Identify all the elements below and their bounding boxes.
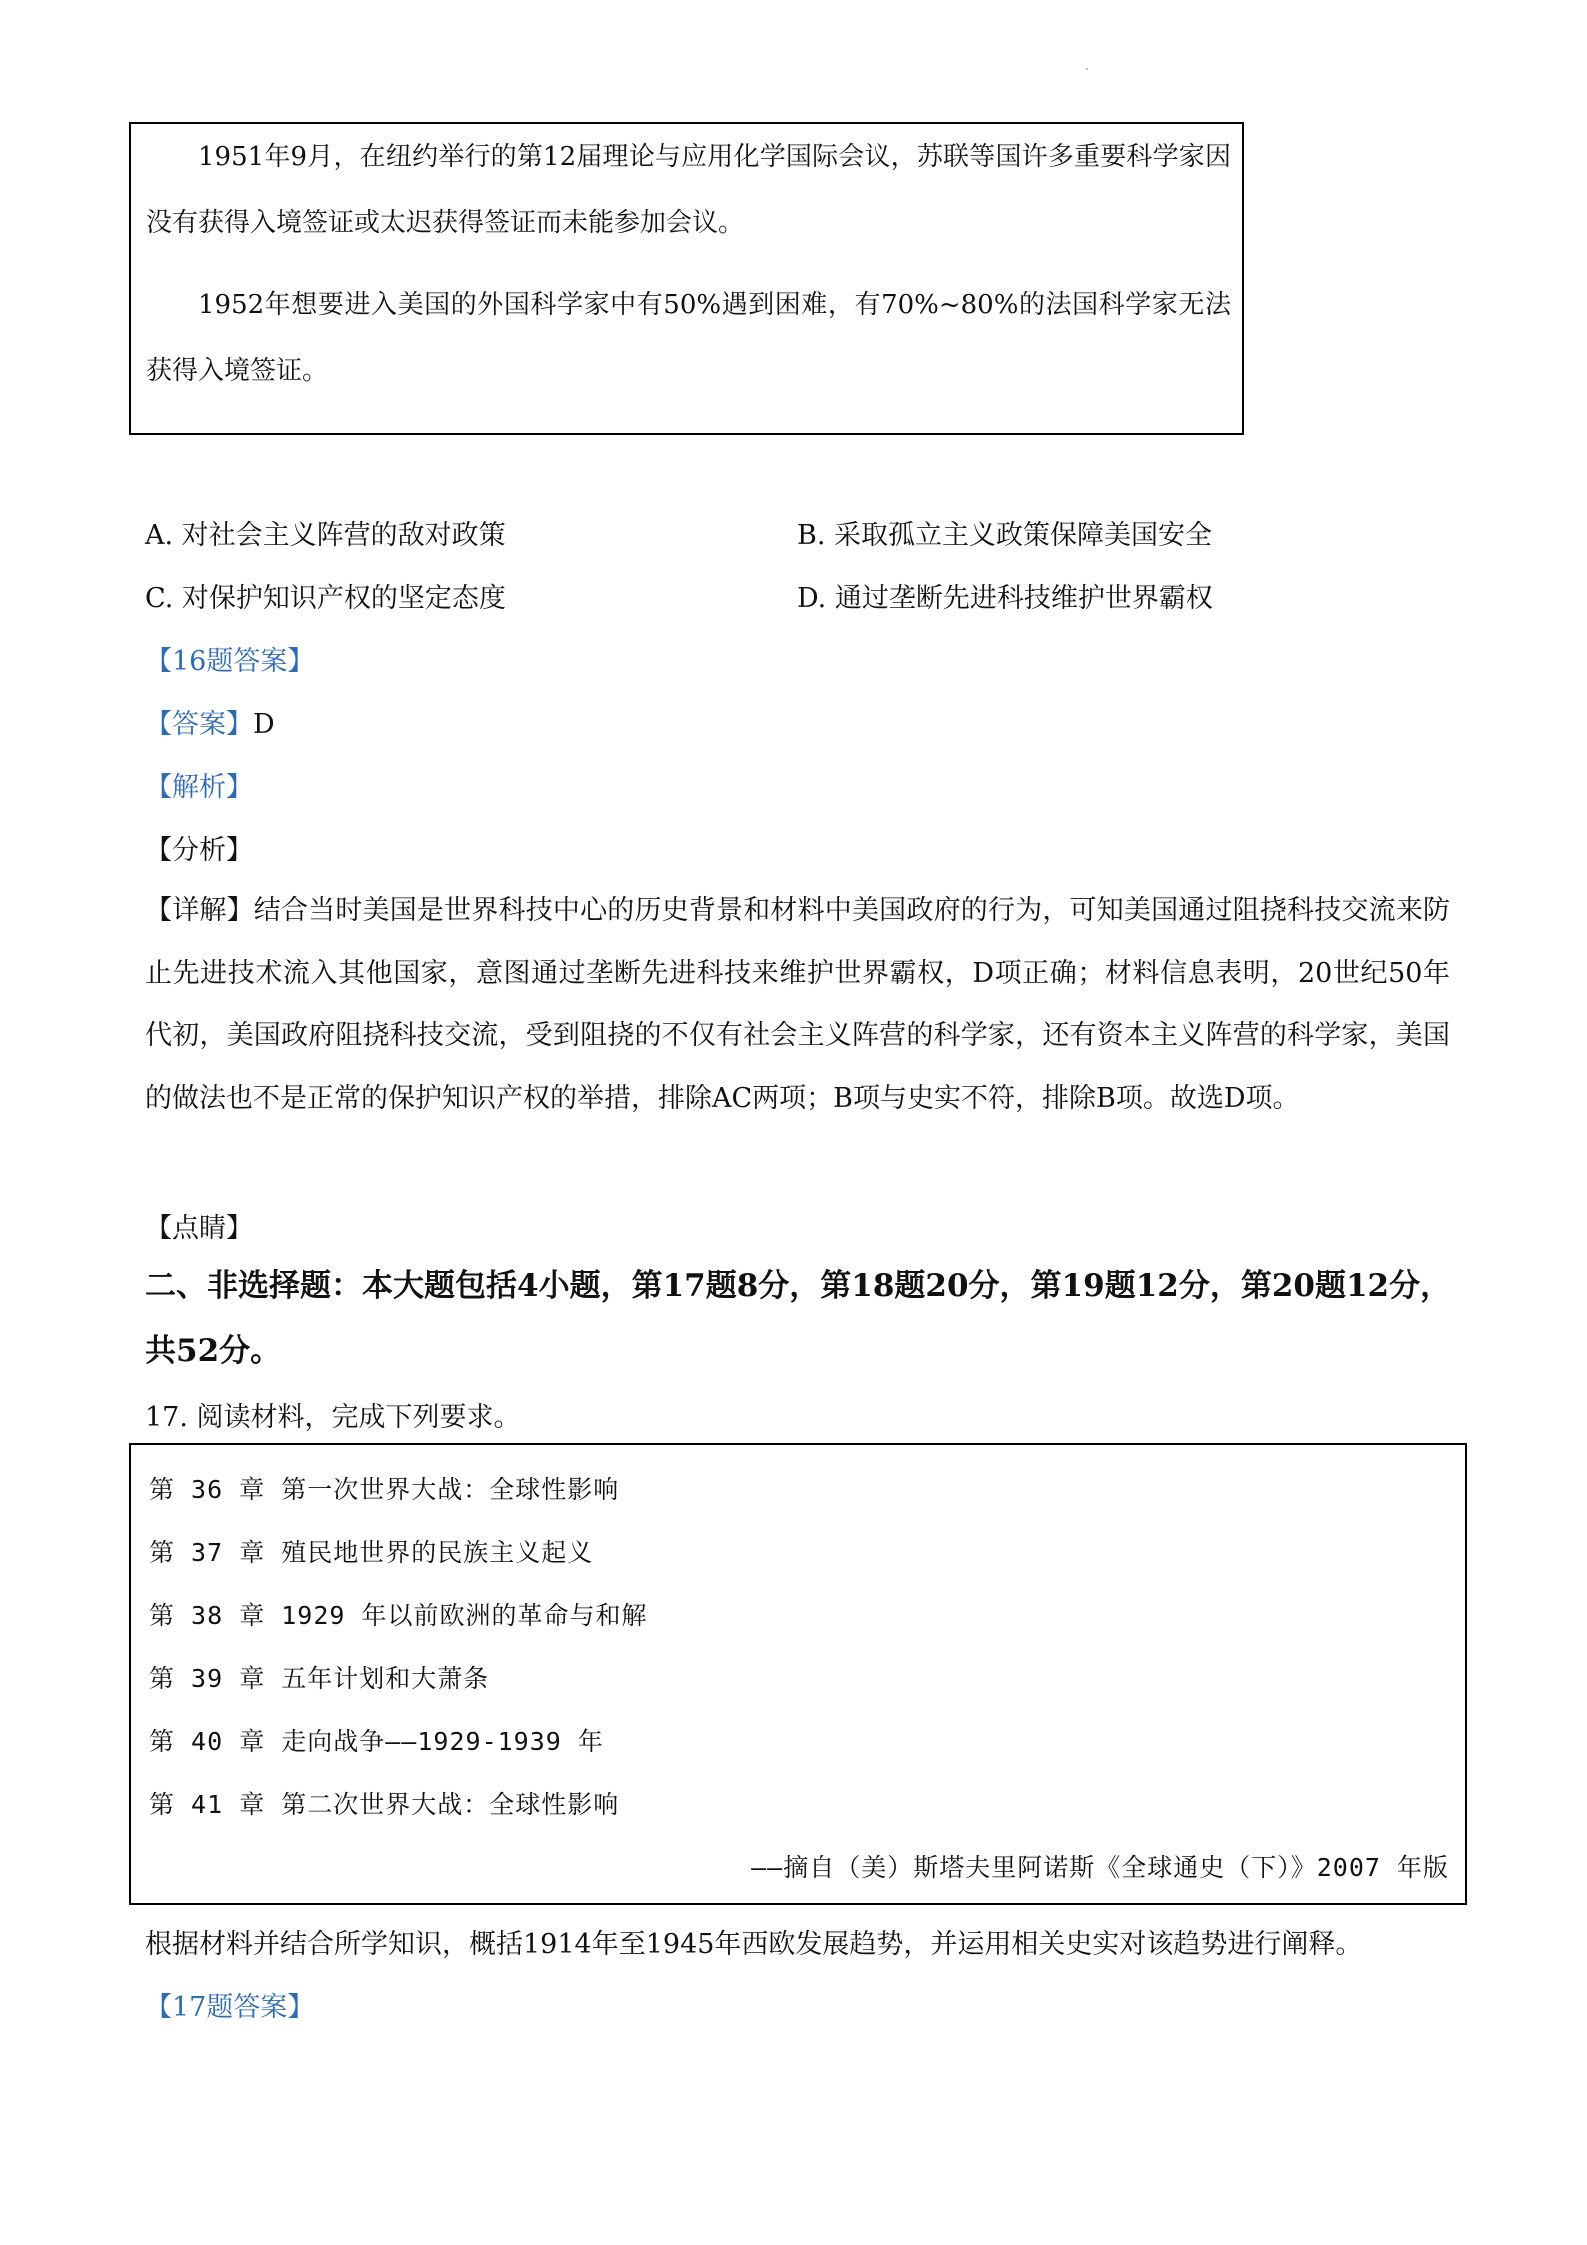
answer-header-17: 【17题答案】	[145, 1992, 315, 2023]
section-title: 二、非选择题：本大题包括4小题，第17题8分，第18题20分，第19题12分，第20题12分，共52分。	[145, 1268, 1452, 1369]
fenxi-label: 【分析】	[145, 835, 253, 866]
answer-header-16: 【16题答案】	[145, 646, 315, 677]
option-a: A. 对社会主义阵营的敌对政策	[145, 520, 506, 551]
material-box-17	[129, 1443, 1467, 1905]
material-box-16	[129, 122, 1244, 435]
chapter-40: 第 40 章 走向战争——1929-1939 年	[149, 1727, 604, 1756]
q17-prompt: 17. 阅读材料，完成下列要求。	[145, 1402, 521, 1433]
detail-label: 【详解】	[145, 895, 254, 926]
dianjing-label: 【点睛】	[145, 1213, 253, 1244]
q17-question: 根据材料并结合所学知识，概括1914年至1945年西欧发展趋势，并运用相关史实对该趋势进行阐释。	[145, 1929, 1363, 1960]
option-d: D. 通过垄断先进科技维护世界霸权	[797, 583, 1213, 614]
detail-text: 结合当时美国是世界科技中心的历史背景和材料中美国政府的行为，可知美国通过阻挠科技交流来防止先进技术流入其他国家，意图通过垄断先进科技来维护世界霸权，D项正确；材料信息表明，20世纪50年代初，美国政府阻挠科技交流，受到阻挠的不仅有社会主义阵营的科学家，还有资本主义阵营的科学家，美国的做法也不是正常的保护知识产权的举措，排除AC两项；B项与史实不符，排除B项。故选D项。	[145, 895, 1451, 1114]
chapter-41: 第 41 章 第二次世界大战：全球性影响	[149, 1790, 620, 1819]
answer-value: D	[253, 709, 275, 740]
scan-speck	[1086, 68, 1088, 70]
material-paragraph-1: 1951年9月，在纽约举行的第12届理论与应用化学国际会议，苏联等国许多重要科学家因没有获得入境签证或太迟获得签证而未能参加会议。	[146, 142, 1231, 238]
answer-line	[145, 702, 275, 741]
chapter-36: 第 36 章 第一次世界大战：全球性影响	[149, 1475, 620, 1504]
option-c: C. 对保护知识产权的坚定态度	[145, 583, 506, 614]
chapter-38: 第 38 章 1929 年以前欧洲的革命与和解	[149, 1601, 648, 1630]
chapter-39: 第 39 章 五年计划和大萧条	[149, 1664, 490, 1693]
option-b: B. 采取孤立主义政策保障美国安全	[797, 520, 1213, 551]
material-source: ——摘自（美）斯塔夫里阿诺斯《全球通史（下）》2007 年版	[751, 1853, 1449, 1882]
material-paragraph-2: 1952年想要进入美国的外国科学家中有50%遇到困难，有70%~80%的法国科学家无法获得入境签证。	[146, 290, 1231, 386]
chapter-37: 第 37 章 殖民地世界的民族主义起义	[149, 1538, 594, 1567]
detail-paragraph	[145, 880, 1450, 1130]
analysis-label: 【解析】	[145, 772, 253, 803]
answer-label: 【答案】	[145, 709, 253, 740]
